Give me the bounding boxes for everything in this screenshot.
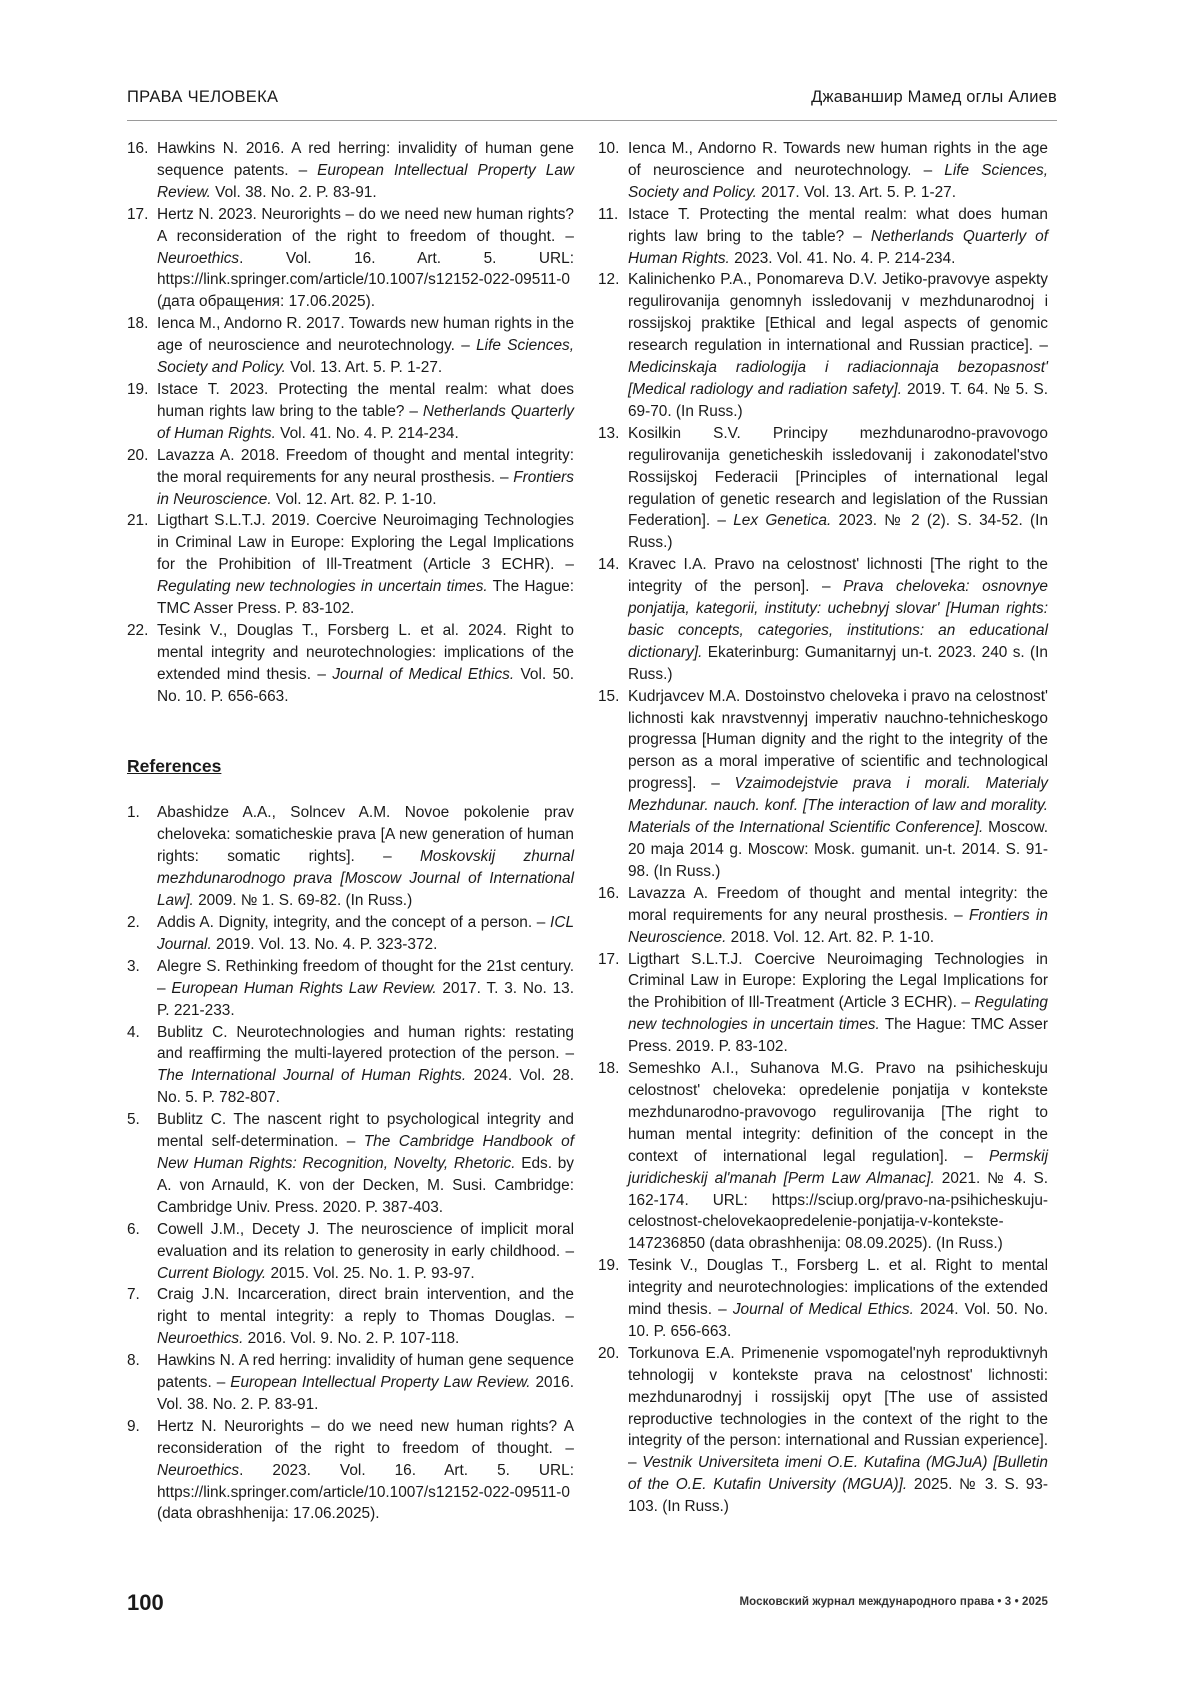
reference-number: 6. xyxy=(127,1219,140,1241)
reference-details: Eds. by A. von Arnauld, K. von der Decken, M. Susi. Cambridge: Cambridge Univ. Press. 2020. P. 387-403. xyxy=(157,1155,574,1216)
reference-item xyxy=(127,510,574,620)
reference-item xyxy=(598,949,1048,1059)
reference-details: Vol. 50. No. 10. P. 656-663. xyxy=(157,666,574,705)
reference-number: 16. xyxy=(127,138,148,160)
reference-item xyxy=(127,1022,574,1110)
reference-source: Frontiers in Neuroscience. xyxy=(628,907,1048,946)
reference-text: Ienca M., Andorno R. 2017. Towards new human rights in the age of neuroscience and neurotechnology. – xyxy=(157,315,574,354)
reference-item xyxy=(127,1416,574,1526)
reference-details: 2021. № 4. S. 162-174. URL: https://sciup.org/pravo-na-psihicheskuju-celostnost-chelovekaopredelenie-ponjatija-v-kontekste-147236850 (data obrashhenija: 08.09.2025). (In Russ.) xyxy=(628,1170,1048,1253)
reference-number: 17. xyxy=(127,204,148,226)
reference-text: Hawkins N. A red herring: invalidity of human gene sequence patents. – xyxy=(157,1352,574,1391)
reference-text: Hawkins N. 2016. A red herring: invalidity of human gene sequence patents. – xyxy=(157,140,574,179)
reference-details: 2019. Vol. 13. No. 4. P. 323-372. xyxy=(212,936,438,953)
left-column xyxy=(127,138,574,1525)
reference-text: Tesink V., Douglas T., Forsberg L. et al. 2024. Right to mental integrity and neurotechnologies: implications of the extended mind thesis. – xyxy=(157,622,574,683)
reference-item xyxy=(598,269,1048,422)
reference-details: 2024. Vol. 28. No. 5. P. 782-807. xyxy=(157,1067,574,1106)
reference-text: Istace T. 2023. Protecting the mental realm: what does human rights law bring to the table? – xyxy=(157,381,574,420)
reference-item xyxy=(598,1255,1048,1343)
reference-item xyxy=(127,445,574,511)
reference-number: 3. xyxy=(127,956,140,978)
reference-source: Lex Genetica. xyxy=(733,512,831,529)
reference-source: ICL Journal. xyxy=(157,914,574,953)
reference-text: Istace T. Protecting the mental realm: what does human rights law bring to the table? – xyxy=(628,206,1048,245)
reference-details: 2018. Vol. 12. Art. 82. P. 1-10. xyxy=(726,929,934,946)
reference-source: Neuroethics. xyxy=(157,1330,243,1347)
reference-details: Ekaterinburg: Gumanitarnyj un-t. 2023. 240 s. (In Russ.) xyxy=(628,644,1048,683)
author-name: Джаваншир Мамед оглы Алиев xyxy=(811,88,1057,107)
reference-item xyxy=(598,686,1048,883)
reference-source: Vestnik Universiteta imeni O.E. Kutafina (MGJuA) [Bulletin of the O.E. Kutafin University (MGUA)]. xyxy=(628,1454,1048,1493)
reference-details: 2023. Vol. 41. No. 4. P. 214-234. xyxy=(730,250,956,267)
reference-details: 2009. № 1. S. 69-82. (In Russ.) xyxy=(194,892,412,909)
reference-item xyxy=(127,1350,574,1416)
references-list-right xyxy=(598,138,1048,1518)
reference-number: 21. xyxy=(127,510,148,532)
reference-number: 7. xyxy=(127,1284,140,1306)
reference-source: Vzaimodejstvie prava i morali. Materialy Mezhdunar. nauch. konf. [The interaction of law and morality. Materials of the International Scientific Conference]. xyxy=(628,775,1048,836)
running-header xyxy=(127,88,1057,121)
page-number: 100 xyxy=(127,1590,164,1616)
reference-text: Hertz N. 2023. Neurorights – do we need new human rights? A reconsideration of the right to freedom of thought. – xyxy=(157,206,574,245)
reference-item xyxy=(598,883,1048,949)
reference-source: Regulating new technologies in uncertain times. xyxy=(157,578,488,595)
reference-text: Cowell J.M., Decety J. The neuroscience of implicit moral evaluation and its relation to generosity in early childhood. – xyxy=(157,1221,574,1260)
reference-source: Neuroethics xyxy=(157,1462,239,1479)
reference-text: Ligthart S.L.T.J. Coercive Neuroimaging Technologies in Criminal Law in Europe: Exploring the Legal Implications for the Prohibition of Ill-Treatment (Article 3 ECHR). – xyxy=(628,951,1048,1012)
reference-item xyxy=(127,1219,574,1285)
reference-number: 17. xyxy=(598,949,619,971)
reference-number: 5. xyxy=(127,1109,140,1131)
reference-text: Tesink V., Douglas T., Forsberg L. et al. Right to mental integrity and neurotechnologies: implications of the extended mind thesis. – xyxy=(628,1257,1048,1318)
reference-text: Kravec I.A. Pravo na celostnost' lichnosti [The right to the integrity of the person]. – xyxy=(628,556,1048,595)
reference-source: European Intellectual Property Law Review. xyxy=(157,162,574,201)
reference-number: 2. xyxy=(127,912,140,934)
reference-item xyxy=(127,138,574,204)
reference-number: 4. xyxy=(127,1022,140,1044)
reference-details: Vol. 41. No. 4. P. 214-234. xyxy=(276,425,459,442)
reference-text: Torkunova E.A. Primenenie vspomogatel'nyh reproduktivnyh tehnologij v kontekste prava na celostnost' lichnosti: mezhdunarodnyj i rossijskij opyt [The use of assisted reproductive technologies in the context of the right to the integrity of the person: international and Russian experience]. – xyxy=(628,1345,1048,1472)
reference-details: 2017. Vol. 13. Art. 5. P. 1-27. xyxy=(757,184,956,201)
journal-footer: Московский журнал международного права • 3 • 2025 xyxy=(739,1596,1048,1608)
reference-number: 18. xyxy=(598,1058,619,1080)
reference-item xyxy=(127,1109,574,1219)
reference-text: Alegre S. Rethinking freedom of thought for the 21st century. – xyxy=(157,958,574,997)
reference-item xyxy=(127,313,574,379)
references-heading: References xyxy=(127,756,574,778)
reference-text: Bublitz C. Neurotechnologies and human rights: restating and reaffirming the multi-layered protection of the person. – xyxy=(157,1024,574,1063)
right-column xyxy=(598,138,1048,1518)
bibliography-list xyxy=(127,138,574,708)
reference-details: The Hague: TMC Asser Press. P. 83-102. xyxy=(157,578,574,617)
reference-item xyxy=(127,620,574,708)
reference-text: Kudrjavcev M.A. Dostoinstvo cheloveka i pravo na celostnost' lichnosti kak nravstvennyj imperativ nauchno-tehnicheskogo progressa [Human dignity and the right to the integrity of the person as a moral imperative of scientific and technological progress]. – xyxy=(628,688,1048,793)
reference-item xyxy=(598,423,1048,554)
reference-number: 9. xyxy=(127,1416,140,1438)
reference-item xyxy=(127,204,574,314)
reference-source: Life Sciences, Society and Policy. xyxy=(157,337,574,376)
reference-text: Craig J.N. Incarceration, direct brain intervention, and the right to mental integrity: a reply to Thomas Douglas. – xyxy=(157,1286,574,1325)
reference-item xyxy=(598,1343,1048,1518)
reference-text: Ligthart S.L.T.J. 2019. Coercive Neuroimaging Technologies in Criminal Law in Europe: Exploring the Legal Implications for the Prohibition of Ill-Treatment (Article 3 ECHR). – xyxy=(157,512,574,573)
reference-source: Permskij juridicheskij al'manah [Perm Law Almanac]. xyxy=(628,1148,1048,1187)
reference-details: 2017. T. 3. No. 13. P. 221-233. xyxy=(157,980,574,1019)
section-title: ПРАВА ЧЕЛОВЕКА xyxy=(127,88,278,107)
reference-source: European Intellectual Property Law Review. xyxy=(230,1374,530,1391)
reference-item xyxy=(598,204,1048,270)
reference-details: The Hague: TMC Asser Press. 2019. P. 83-102. xyxy=(628,1016,1048,1055)
reference-source: Journal of Medical Ethics. xyxy=(733,1301,914,1318)
reference-source: The Cambridge Handbook of New Human Rights: Recognition, Novelty, Rhetoric. xyxy=(157,1133,574,1172)
reference-text: Addis A. Dignity, integrity, and the concept of a person. – xyxy=(157,914,550,931)
reference-details: . 2023. Vol. 16. Art. 5. URL: https://link.springer.com/article/10.1007/s12152-022-09511-0 (data obrashhenija: 17.06.2025). xyxy=(157,1462,574,1523)
references-list-left xyxy=(127,802,574,1525)
reference-number: 11. xyxy=(598,204,618,226)
reference-details: Moscow. 20 maja 2014 g. Moscow: Mosk. gumanit. un-t. 2014. S. 91-98. (In Russ.) xyxy=(628,819,1048,880)
reference-text: Kalinichenko P.A., Ponomareva D.V. Jetiko-pravovye aspekty regulirovanija genomnyh issledovanij v mezhdunarodnoj i rossijskoj praktike [Ethical and legal aspects of genomic research regulation in international and Russian practice]. – xyxy=(628,271,1048,354)
reference-item xyxy=(127,912,574,956)
reference-number: 12. xyxy=(598,269,619,291)
reference-item xyxy=(598,138,1048,204)
reference-source: Regulating new technologies in uncertain times. xyxy=(628,994,1048,1033)
reference-details: 2025. № 3. S. 93-103. (In Russ.) xyxy=(628,1476,1048,1515)
reference-details: Vol. 12. Art. 82. P. 1-10. xyxy=(272,491,437,508)
reference-number: 20. xyxy=(127,445,148,467)
reference-source: Moskovskij zhurnal mezhdunarodnogo prava [Moscow Journal of International Law]. xyxy=(157,848,574,909)
reference-source: Netherlands Quarterly of Human Rights. xyxy=(628,228,1048,267)
reference-details: . Vol. 16. Art. 5. URL: https://link.springer.com/article/10.1007/s12152-022-09511-0 (дата обращения: 17.06.2025). xyxy=(157,250,574,311)
reference-source: Life Sciences, Society and Policy. xyxy=(628,162,1048,201)
reference-source: Frontiers in Neuroscience. xyxy=(157,469,574,508)
reference-text: Kosilkin S.V. Principy mezhdunarodno-pravovogo regulirovanija geneticheskih issledovanij i zakonodatel'stvo Rossijskoj Federacii [Principles of international legal regulation of genetic research and legislation of the Russian Federation]. – xyxy=(628,425,1048,530)
reference-number: 20. xyxy=(598,1343,619,1365)
reference-source: European Human Rights Law Review. xyxy=(171,980,436,997)
reference-number: 10. xyxy=(598,138,619,160)
reference-item xyxy=(127,1284,574,1350)
reference-number: 19. xyxy=(127,379,148,401)
reference-number: 16. xyxy=(598,883,619,905)
reference-details: Vol. 13. Art. 5. P. 1-27. xyxy=(286,359,442,376)
reference-number: 18. xyxy=(127,313,148,335)
reference-item xyxy=(598,554,1048,685)
reference-source: Current Biology. xyxy=(157,1265,266,1282)
reference-details: 2019. T. 64. № 5. S. 69-70. (In Russ.) xyxy=(628,381,1048,420)
reference-number: 19. xyxy=(598,1255,619,1277)
reference-item xyxy=(127,379,574,445)
reference-text: Bublitz C. The nascent right to psychological integrity and mental self-determination. – xyxy=(157,1111,574,1150)
reference-details: Vol. 38. No. 2. P. 83-91. xyxy=(211,184,377,201)
reference-source: Medicinskaja radiologija i radiacionnaja bezopasnost' [Medical radiology and radiation safety]. xyxy=(628,359,1048,398)
reference-text: Ienca M., Andorno R. Towards new human rights in the age of neuroscience and neurotechnology. – xyxy=(628,140,1048,179)
reference-number: 15. xyxy=(598,686,619,708)
reference-source: Neuroethics xyxy=(157,250,239,267)
reference-source: Prava cheloveka: osnovnye ponjatija, kategorii, instituty: uchebnyj slovar' [Human rights: basic concepts, categories, institutions: an educational dictionary]. xyxy=(628,578,1048,661)
reference-item xyxy=(598,1058,1048,1255)
reference-details: 2024. Vol. 50. No. 10. P. 656-663. xyxy=(628,1301,1048,1340)
reference-details: 2023. № 2 (2). S. 34-52. (In Russ.) xyxy=(628,512,1048,551)
reference-source: Journal of Medical Ethics. xyxy=(332,666,514,683)
reference-text: Lavazza A. Freedom of thought and mental integrity: the moral requirements for any neural prosthesis. – xyxy=(628,885,1048,924)
reference-source: Netherlands Quarterly of Human Rights. xyxy=(157,403,574,442)
reference-details: 2016. Vol. 9. No. 2. P. 107-118. xyxy=(243,1330,459,1347)
reference-details: 2015. Vol. 25. No. 1. P. 93-97. xyxy=(266,1265,475,1282)
reference-source: The International Journal of Human Rights. xyxy=(157,1067,466,1084)
reference-number: 1. xyxy=(127,802,140,824)
reference-number: 14. xyxy=(598,554,619,576)
reference-item xyxy=(127,802,574,912)
reference-details: 2016. Vol. 38. No. 2. P. 83-91. xyxy=(157,1374,574,1413)
reference-number: 8. xyxy=(127,1350,140,1372)
reference-text: Abashidze A.A., Solncev A.M. Novoe pokolenie prav cheloveka: somaticheskie prava [A new generation of human rights: somatic rights]. – xyxy=(157,804,574,865)
reference-text: Lavazza A. 2018. Freedom of thought and mental integrity: the moral requirements for any neural prosthesis. – xyxy=(157,447,574,486)
reference-number: 13. xyxy=(598,423,619,445)
reference-number: 22. xyxy=(127,620,148,642)
reference-item xyxy=(127,956,574,1022)
reference-text: Semeshko A.I., Suhanova M.G. Pravo na psihicheskuju celostnost' cheloveka: opredelenie ponjatija v kontekste mezhdunarodno-pravovogo regulirovanija [The right to human mental integrity: definition of the concept in the context of international legal regulation]. – xyxy=(628,1060,1048,1165)
reference-text: Hertz N. Neurorights – do we need new human rights? A reconsideration of the right to freedom of thought. – xyxy=(157,1418,574,1457)
